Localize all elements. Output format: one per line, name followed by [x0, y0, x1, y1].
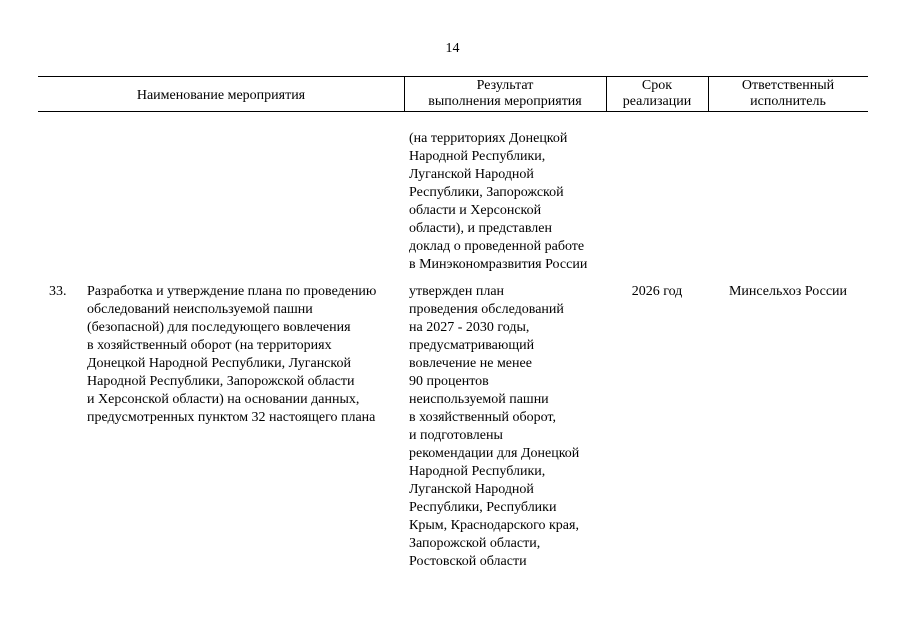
table-header-top-rule	[38, 76, 868, 77]
row-33-executor: Минсельхоз России	[728, 284, 848, 299]
row-33-term: 2026 год	[631, 284, 683, 299]
row-33-name: Разработка и утверждение плана по проведению обследований неиспользуемой пашни (безопасной) для последующего вовлечения в хозяйственный оборот (на территориях Донецкой Народной Республики, Луганской Народной Республики, Запорожской области и Херсонской области) на основании данных, предусмотренных пунктом 32 настоящего плана	[87, 284, 377, 425]
page-number: 14	[445, 41, 460, 56]
row-33-result: утвержден план проведения обследований на 2027 - 2030 годы, предусматривающий вовлечение не менее 90 процентов неиспользуемой пашни в хозяйственный оборот, и подготовлены рекомендации для Донецкой Народной Республики, Луганской Народной Республики, Республики Крым, Краснодарского края, Запорожской области, Ростовской области	[409, 284, 580, 569]
header-result: Результат выполнения мероприятия	[428, 78, 582, 109]
header-name: Наименование мероприятия	[136, 88, 306, 103]
header-term: Срок реализации	[622, 78, 692, 109]
continuation-result-cell: (на территориях Донецкой Народной Республики, Луганской Народной Республики, Запорожской области и Херсонской области), и представлен доклад о проведенной работе в Минэкономразвития России	[409, 131, 588, 272]
header-executor: Ответственный исполнитель	[741, 78, 835, 109]
row-33-number: 33.	[49, 284, 67, 299]
table-header-bottom-rule	[38, 111, 868, 112]
